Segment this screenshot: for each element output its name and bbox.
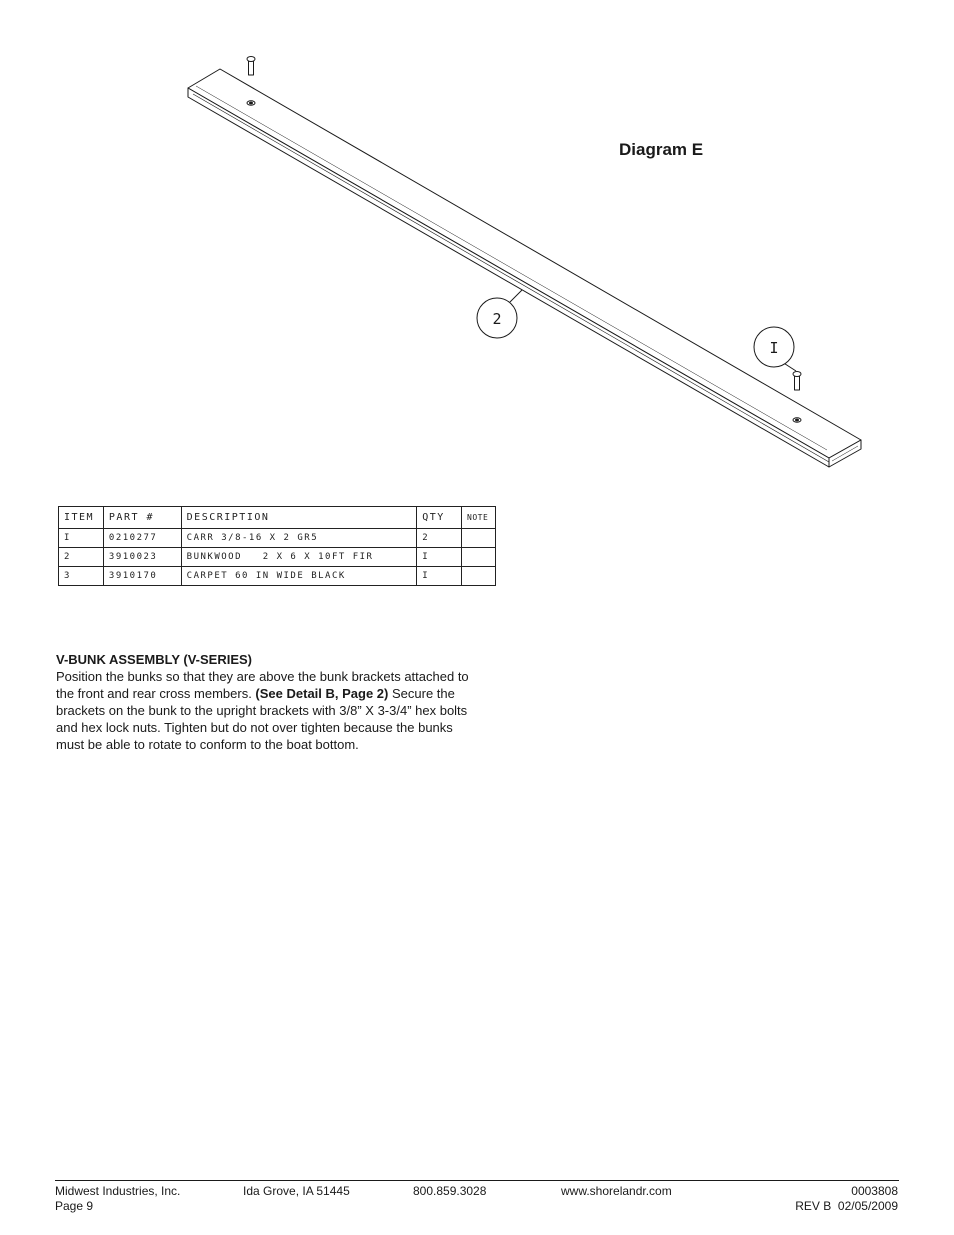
cell-item: 2 [59, 548, 104, 567]
callout-label: I [769, 339, 779, 357]
instructions-section [56, 651, 470, 753]
cell-qty: I [417, 548, 462, 567]
carriage-bolt-icon [793, 372, 801, 391]
cell-item: 3 [59, 567, 104, 586]
cell-qty: 2 [417, 529, 462, 548]
header-part-number: PART # [103, 507, 181, 529]
cell-item: I [59, 529, 104, 548]
instructions-text: Secure the brackets on the bunk to the upright brackets with 3/8” X 3-3/4” hex bolts and hex lock nuts. Tighten but do not over tighten because the bunks must be able to rotate to conform to the boat bottom. [56, 686, 468, 752]
table-header-row [59, 507, 496, 529]
diagram-title: Diagram E [619, 140, 704, 159]
bunk-board-front [188, 88, 829, 467]
cell-note [462, 567, 496, 586]
header-note: NOTE [462, 507, 496, 529]
header-description: DESCRIPTION [181, 507, 417, 529]
cell-description: CARPET 60 IN WIDE BLACK [181, 567, 417, 586]
footer-address: Ida Grove, IA 51445 [243, 1184, 350, 1198]
parts-table [58, 506, 496, 586]
section-heading: V-BUNK ASSEMBLY (V-SERIES) [56, 652, 253, 667]
table-row [59, 529, 496, 548]
carriage-bolt-icon [247, 57, 255, 76]
footer-website: www.shorelandr.com [561, 1184, 672, 1198]
callout-leader [510, 290, 522, 302]
table-row [59, 548, 496, 567]
bunk-board-top [188, 69, 861, 458]
cell-description: BUNKWOOD 2 X 6 X 10FT FIR [181, 548, 417, 567]
detail-reference: (See Detail B, Page 2) [255, 686, 389, 701]
instructions-text: Position the bunks so that they are above the bunk brackets attached to the front and rear cross members. [56, 669, 469, 701]
footer-divider [55, 1180, 899, 1181]
cell-part-number: 3910023 [103, 548, 181, 567]
footer-company: Midwest Industries, Inc. [55, 1184, 181, 1198]
cell-qty: I [417, 567, 462, 586]
cell-note [462, 548, 496, 567]
header-qty: QTY [417, 507, 462, 529]
cell-part-number: 0210277 [103, 529, 181, 548]
header-item: ITEM [59, 507, 104, 529]
cell-description: CARR 3/8-16 X 2 GR5 [181, 529, 417, 548]
footer-doc-number: 0003808 [851, 1184, 898, 1198]
table-row [59, 567, 496, 586]
cell-note [462, 529, 496, 548]
callout-label: 2 [492, 310, 502, 328]
bunk-diagram [0, 0, 954, 490]
footer-page-number: Page 9 [55, 1199, 94, 1213]
footer-revision: REV B 02/05/2009 [795, 1199, 898, 1213]
footer-phone: 800.859.3028 [413, 1184, 487, 1198]
cell-part-number: 3910170 [103, 567, 181, 586]
instructions-paragraph [56, 668, 470, 753]
